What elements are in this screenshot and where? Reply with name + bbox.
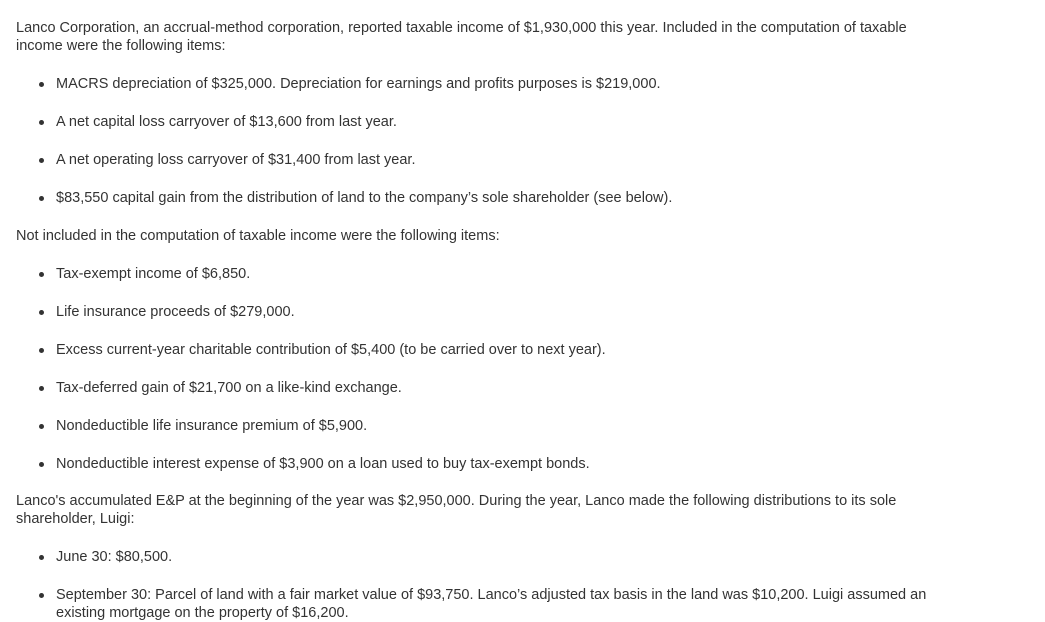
list-item: A net operating loss carryover of $31,400 from last year. — [16, 151, 955, 169]
list-item: Nondeductible interest expense of $3,900 on a loan used to buy tax-exempt bonds. — [16, 455, 955, 473]
list-item: Excess current-year charitable contribution of $5,400 (to be carried over to next year). — [16, 341, 955, 359]
included-items-list — [16, 75, 955, 207]
distributions-list — [16, 548, 955, 622]
not-included-paragraph: Not included in the computation of taxable income were the following items: — [16, 228, 500, 244]
intro-paragraph: Lanco Corporation, an accrual-method corporation, reported taxable income of $1,930,000 this year. Included in the computation of taxable income were the following items: — [16, 20, 907, 54]
list-item: Tax-exempt income of $6,850. — [16, 265, 955, 283]
list-item: September 30: Parcel of land with a fair market value of $93,750. Lanco’s adjusted tax basis in the land was $10,200. Luigi assumed an existing mortgage on the property of $16,200. — [16, 586, 955, 622]
list-item: MACRS depreciation of $325,000. Depreciation for earnings and profits purposes is $219,000. — [16, 75, 955, 93]
list-item: Nondeductible life insurance premium of $5,900. — [16, 417, 955, 435]
list-item: A net capital loss carryover of $13,600 from last year. — [16, 113, 955, 131]
list-item: Tax-deferred gain of $21,700 on a like-kind exchange. — [16, 379, 955, 397]
list-item: $83,550 capital gain from the distribution of land to the company’s sole shareholder (see below). — [16, 189, 955, 207]
ep-paragraph: Lanco's accumulated E&P at the beginning of the year was $2,950,000. During the year, Lanco made the following distributions to its sole shareholder, Luigi: — [16, 493, 897, 527]
not-included-items-list — [16, 265, 955, 473]
list-item: Life insurance proceeds of $279,000. — [16, 303, 955, 321]
list-item: June 30: $80,500. — [16, 548, 955, 566]
